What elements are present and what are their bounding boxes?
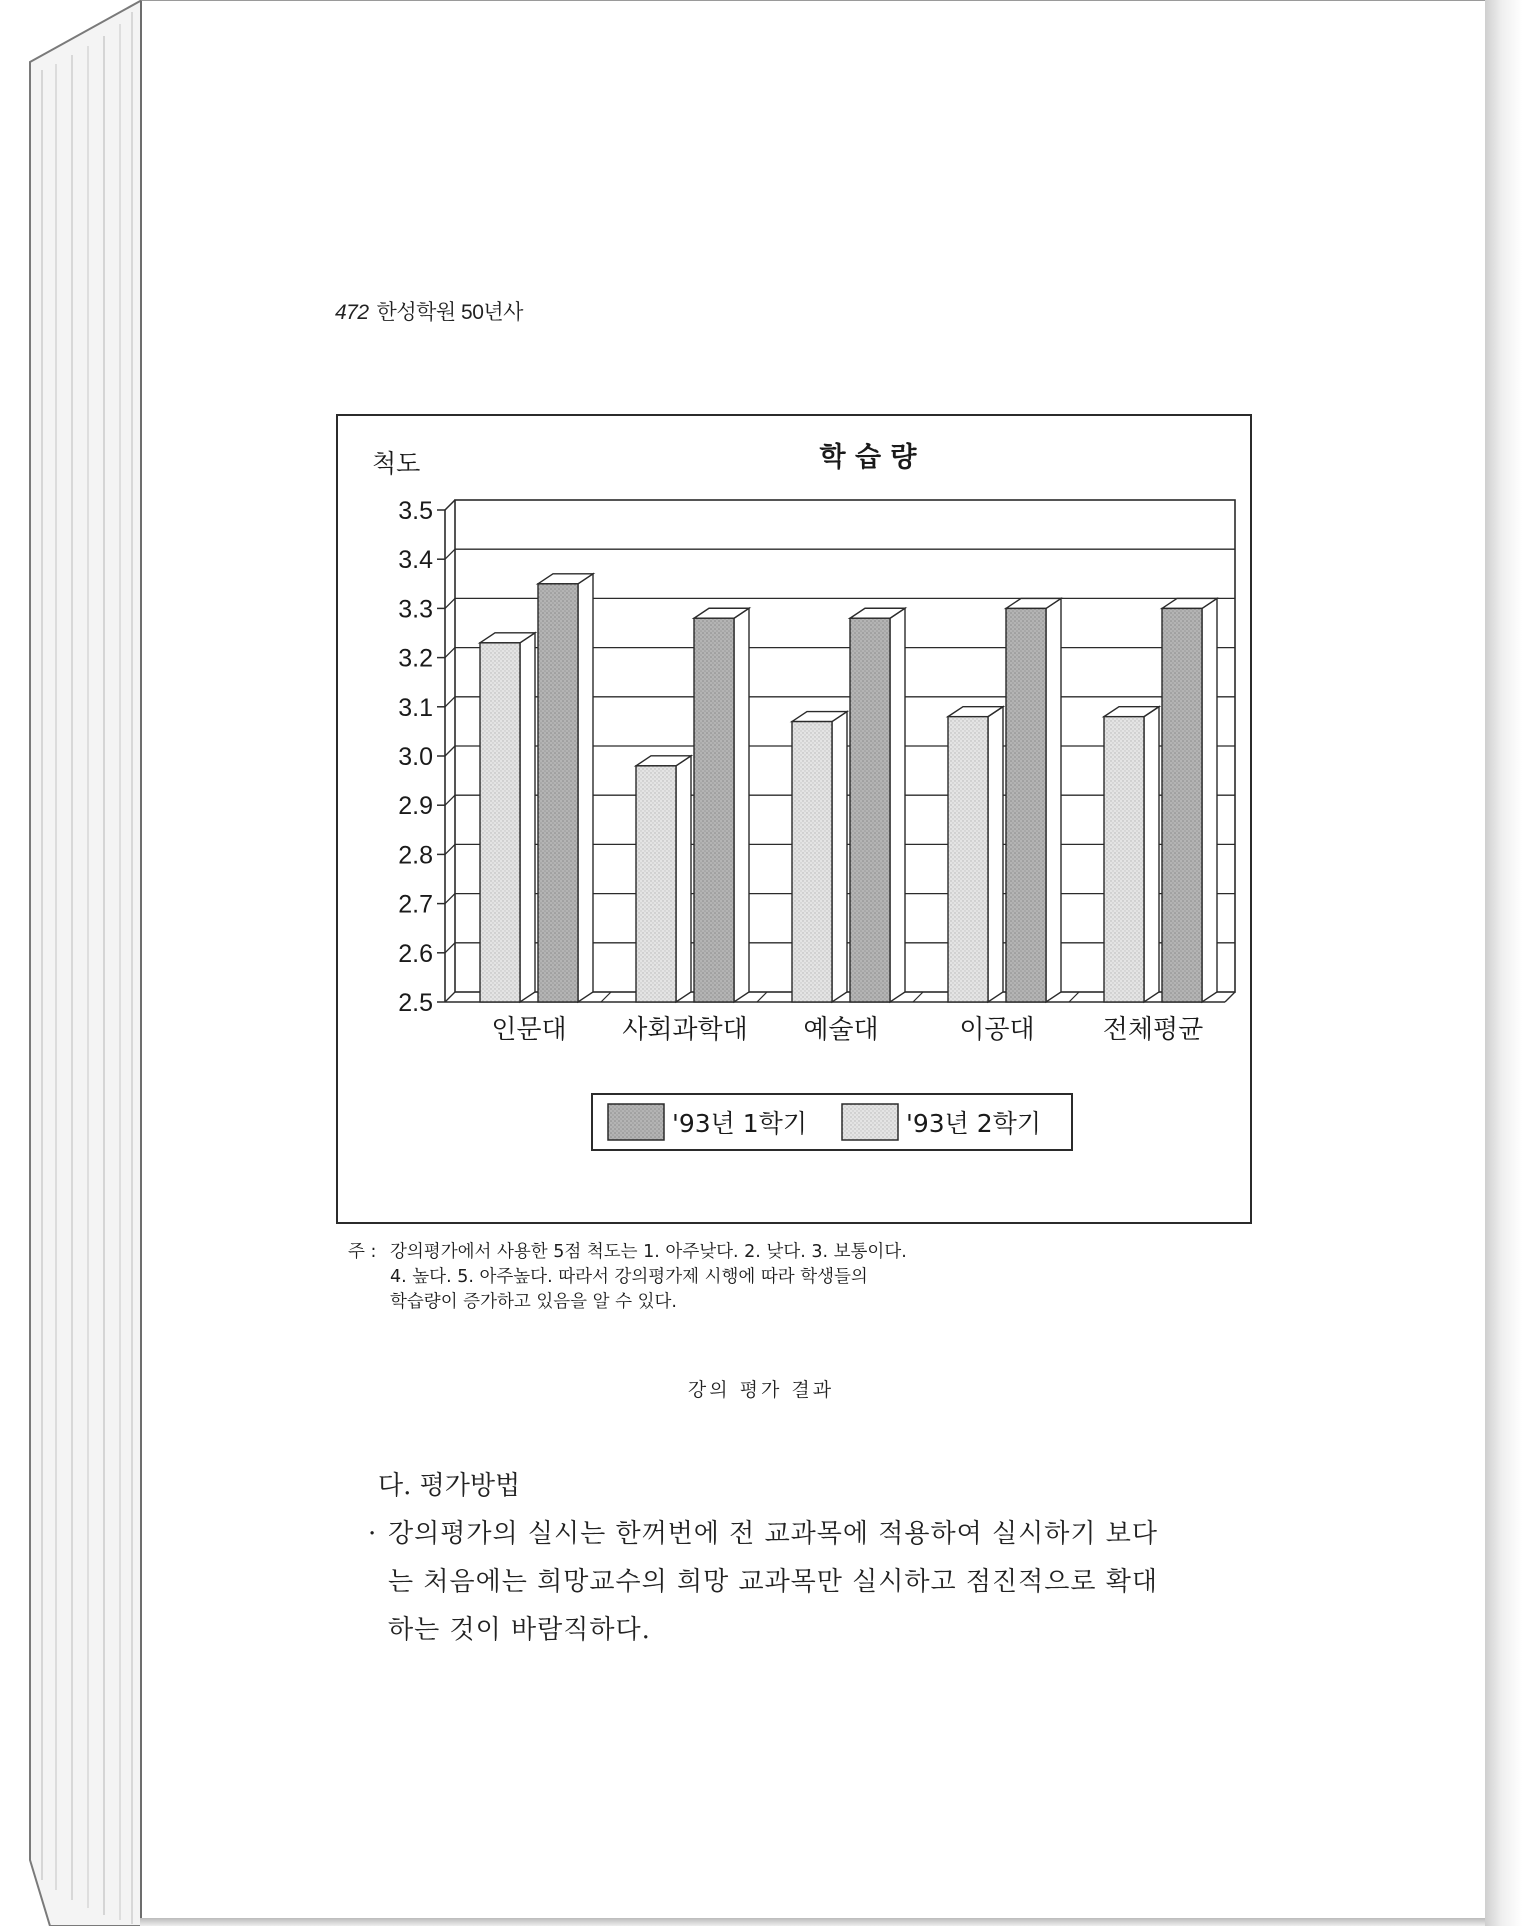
category-divider [601,992,611,1002]
side-wall-line [445,598,455,608]
running-header [335,296,523,326]
bar-series-1 [480,643,520,1002]
side-wall-line [445,795,455,805]
y-tick-label: 2.9 [398,792,433,821]
bar-series-2 [850,618,890,1002]
y-tick-label: 3.4 [398,546,433,575]
bar-series-1 [1104,717,1144,1002]
bar-side [1144,707,1159,1002]
figure-frame [336,414,1252,1224]
y-tick-label: 2.7 [398,890,433,919]
bar-series-1 [792,722,832,1002]
note-prefix: 주 : [348,1242,382,1262]
chart-title: 학 습 량 [819,442,917,473]
y-tick-label: 3.3 [398,595,433,624]
figure-caption: 강의 평가 결과 [687,1379,835,1401]
x-category-label: 인문대 [491,1015,567,1045]
legend-label-s2: '93년 2학기 [906,1109,1041,1138]
paragraph-line-1: 강의평가의 실시는 한꺼번에 전 교과목에 적용하여 실시하기 보다 [388,1519,1158,1549]
legend-swatch-s1 [608,1104,664,1140]
page-edge-shadow [1485,0,1522,1926]
y-tick-label: 2.5 [398,989,433,1017]
side-wall-line [445,943,455,953]
bar-series-2 [538,584,578,1002]
bar-side [734,608,749,1002]
y-tick-label: 3.0 [398,743,433,771]
y-tick-label: 2.8 [398,841,433,870]
note-line-2: 4. 높다. 5. 아주높다. 따라서 강의평가제 시행에 따라 학생들의 [390,1267,868,1287]
category-divider [1069,992,1079,1002]
y-tick-label: 3.2 [398,644,433,673]
bar-side [676,756,691,1002]
figure-note [348,1240,1148,1315]
x-category-label: 예술대 [803,1015,879,1045]
side-wall-line [445,500,455,510]
bar-series-2 [1006,608,1046,1002]
book-page-stack [0,0,160,1926]
bar-series-1 [948,717,988,1002]
body-paragraph [368,1510,1268,1654]
side-wall-line [445,746,455,756]
page-number: 472 [335,301,369,324]
legend [592,1094,1072,1150]
side-wall-line [445,894,455,904]
floor-edge [1225,992,1235,1002]
category-divider [757,992,767,1002]
bar-series-2 [694,618,734,1002]
paragraph-line-2: 는 처음에는 희망교수의 희망 교과목만 실시하고 점진적으로 확대 [388,1567,1158,1597]
category-divider [913,992,923,1002]
paragraph-line-3: 하는 것이 바람직하다. [388,1615,651,1645]
bar-side [832,712,847,1002]
note-line-3: 학습량이 증가하고 있음을 알 수 있다. [390,1292,677,1312]
y-tick-label: 3.5 [398,497,433,525]
section-heading: 다. 평가방법 [378,1471,521,1501]
x-category-label: 전체평균 [1102,1015,1204,1045]
bar-side [890,608,905,1002]
y-tick-label: 2.6 [398,939,433,968]
bullet-mark: · [368,1519,378,1549]
bar-chart [338,416,1254,1226]
bar-series-1 [636,766,676,1002]
side-wall-line [445,549,455,559]
bar-series-2 [1162,608,1202,1002]
side-wall-line [445,648,455,658]
bar-side [1046,598,1061,1002]
note-line-1: 강의평가에서 사용한 5점 척도는 1. 아주낮다. 2. 낮다. 3. 보통이다. [390,1242,907,1262]
y-tick-label: 3.1 [398,693,433,722]
legend-swatch-s2 [842,1104,898,1140]
side-wall-line [445,844,455,854]
bar-side [1202,598,1217,1002]
x-category-label: 사회과학대 [622,1015,748,1045]
side-wall-line [445,697,455,707]
page-bottom-shade [140,1918,1485,1926]
side-wall-line [445,992,455,1002]
book-title: 한성학원 50년사 [376,301,523,324]
bar-side [988,707,1003,1002]
y-axis-label: 척도 [372,449,421,478]
x-category-label: 이공대 [959,1015,1035,1045]
legend-label-s1: '93년 1학기 [672,1109,807,1138]
bar-side [578,574,593,1002]
bar-side [520,633,535,1002]
